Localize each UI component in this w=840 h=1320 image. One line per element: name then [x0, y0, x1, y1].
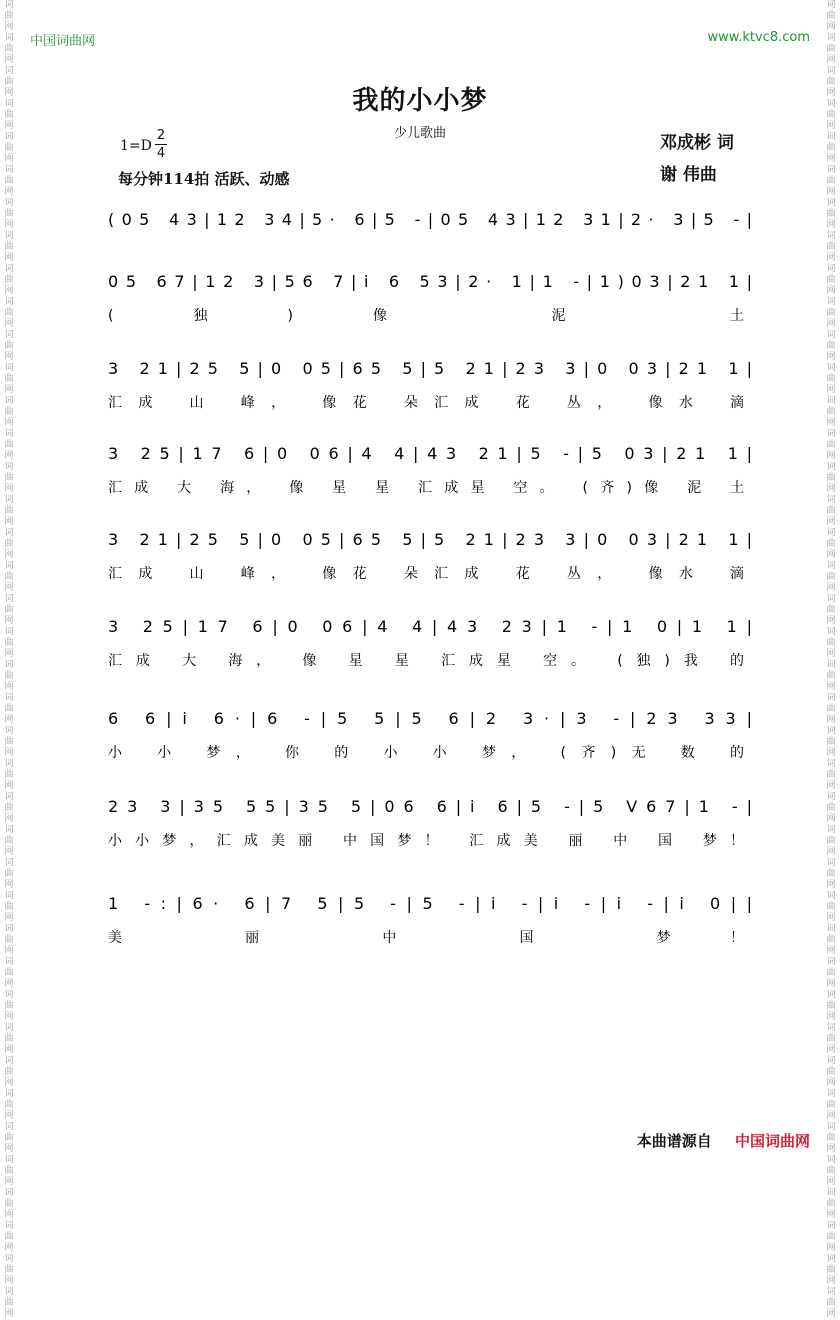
key-signature: 1=D: [120, 138, 152, 154]
lyric-row-9: 美 丽 中 国 梦！: [108, 930, 744, 946]
header-site-left[interactable]: 中国词曲网: [30, 34, 96, 49]
watermark-right: 词曲网词曲网词曲网词曲网词曲网词曲网词曲网词曲网词曲网词曲网词曲网词曲网词曲网词曲网词曲网词曲网词曲网词曲网词曲网词曲网词曲网词曲网词曲网词曲网词曲网词曲网词曲网词曲网词曲网词曲网词曲网词曲网词曲网词曲网词曲网词曲网词曲网词曲网词曲网词曲网: [826, 0, 836, 1319]
notation-row-9: 1 -:|6· 6|7 5|5 -|5 -|i -|i -|i -|i 0||: [108, 894, 752, 913]
song-subtitle: 少儿歌曲: [393, 126, 446, 141]
lyricist-credit: 邓成彬 词: [660, 133, 734, 153]
lyric-row-2: (独)像 泥 土: [108, 308, 745, 324]
notation-row-8: 23 3|35 55|35 5|06 6|i 6|5 -|5 V67|1 -|: [108, 797, 752, 816]
tempo-marking: 每分钟114拍 活跃、动感: [118, 170, 290, 188]
lyric-row-5: 汇成 山 峰， 像花 朵汇成 花 丛， 像水 滴: [108, 566, 745, 582]
composer-credit: 谢 伟曲: [660, 165, 717, 185]
lyric-row-8: 小小梦，汇成美丽 中国梦！ 汇成美 丽 中 国 梦！: [108, 833, 745, 849]
song-title: 我的小小梦: [352, 86, 488, 116]
notation-row-6: 3 25|17 6|0 06|4 4|43 23|1 -|1 0|1 1|: [108, 617, 752, 636]
watermark-left: 词曲网词曲网词曲网词曲网词曲网词曲网词曲网词曲网词曲网词曲网词曲网词曲网词曲网词曲网词曲网词曲网词曲网词曲网词曲网词曲网词曲网词曲网词曲网词曲网词曲网词曲网词曲网词曲网词曲网词曲网词曲网词曲网词曲网词曲网词曲网词曲网词曲网词曲网词曲网词曲网: [4, 0, 14, 1319]
time-signature-bottom: 4: [156, 146, 166, 161]
notation-row-4: 3 25|17 6|0 06|4 4|43 21|5 -|5 03|21 1|: [108, 444, 753, 463]
notation-row-5: 3 21|25 5|0 05|65 5|5 21|23 3|0 03|21 1|: [108, 530, 753, 549]
notation-row-3: 3 21|25 5|0 05|65 5|5 21|23 3|0 03|21 1|: [108, 359, 753, 378]
notation-row-2: 05 67|12 3|56 7|i 6 53|2· 1|1 -|1)03|21 1|: [108, 272, 752, 291]
notation-row-7: 6 6|i 6·|6 -|5 5|5 6|2 3·|3 -|23 33|: [108, 709, 753, 728]
notation-row-1: (05 43|12 34|5· 6|5 -|05 43|12 31|2· 3|5 -|: [108, 210, 752, 229]
header-site-right[interactable]: www.ktvc8.com: [707, 30, 810, 45]
lyric-row-4: 汇成 大 海， 像 星 星 汇成星 空。 (齐)像 泥 土: [108, 480, 744, 496]
lyric-row-7: 小 小 梦， 你 的 小 小 梦， (齐)无 数 的: [108, 745, 745, 761]
footer-credit: [637, 1130, 810, 1151]
lyric-row-6: 汇成 大 海， 像 星 星 汇成星 空。 (独)我 的: [108, 653, 744, 669]
time-signature-top: 2: [156, 128, 166, 143]
footer-source-site[interactable]: 中国词曲网: [734, 1132, 810, 1150]
lyric-row-3: 汇成 山 峰， 像花 朵汇成 花 丛， 像水 滴: [108, 395, 745, 411]
footer-source-label: 本曲谱源自: [636, 1132, 712, 1150]
